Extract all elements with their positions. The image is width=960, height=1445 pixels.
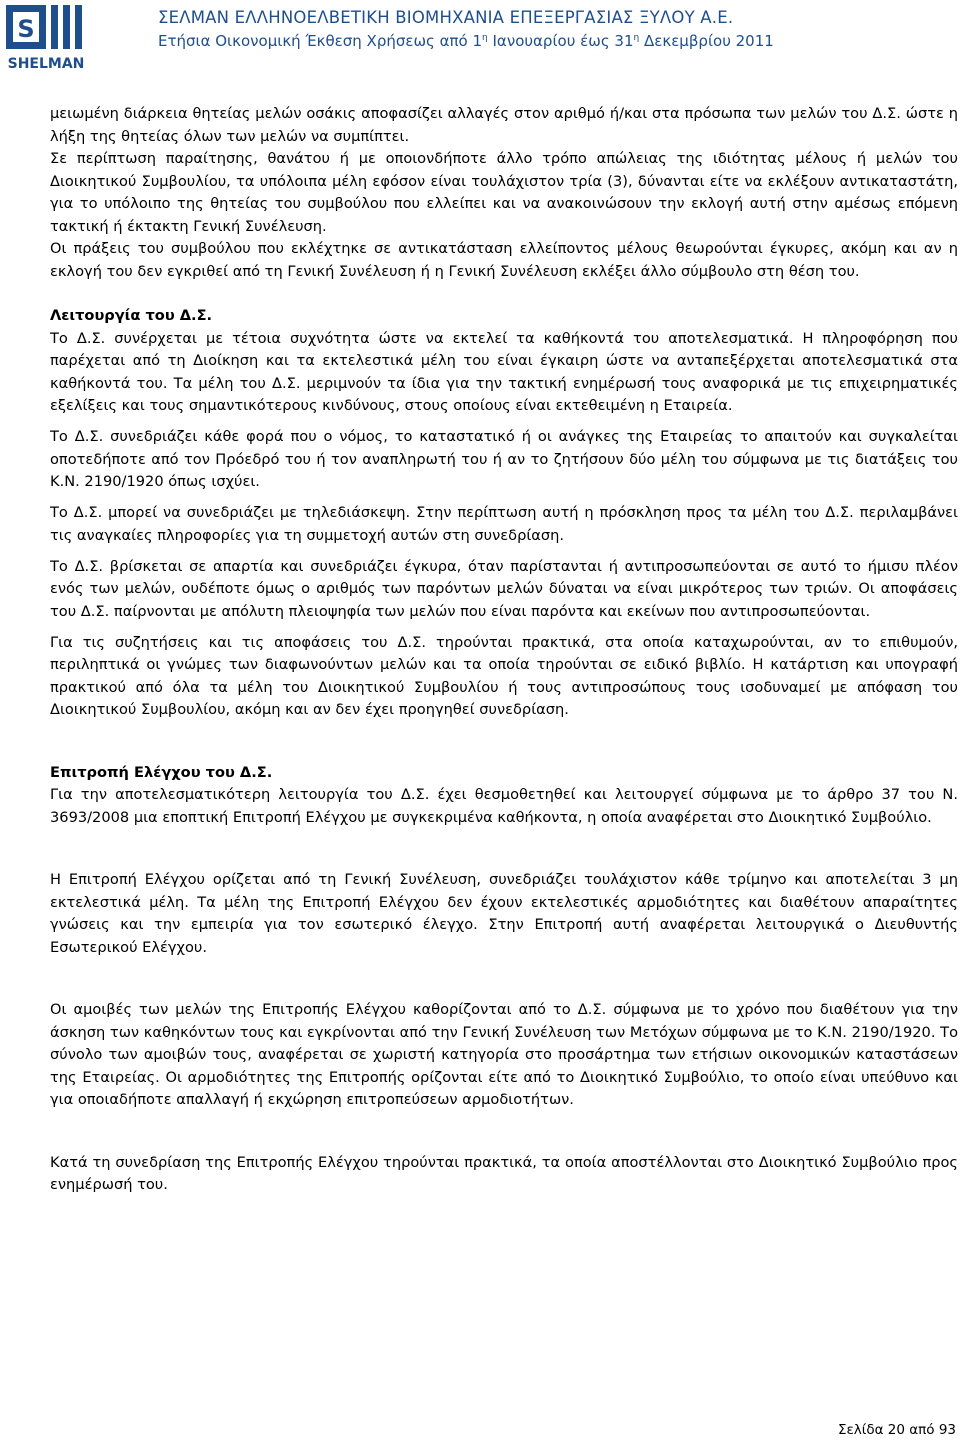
paragraph: Για την αποτελεσματικότερη λειτουργία του Δ.Σ. έχει θεσμοθετηθεί και λειτουργεί σύμφωνα με το άρθρο 37 του Ν. 3693/2008 μια εποπτική Επιτροπή Ελέγχου με συγκεκριμένα καθήκοντα, η οποία αναφέρεται στο Διοικητικό Συμβούλιο. — [50, 786, 958, 826]
page-header — [0, 0, 960, 76]
paragraph: Το Δ.Σ. μπορεί να συνεδριάζει με τηλεδιάσκεψη. Στην περίπτωση αυτή η πρόσκληση προς τα μέλη του Δ.Σ. περιλαμβάνει τις αναγκαίες πληροφορίες για τη συμμετοχή αυτών στη συνεδρίαση. — [50, 504, 958, 544]
paragraph: Οι πράξεις του συμβούλου που εκλέχτηκε σε αντικατάσταση ελλείποντος μέλους θεωρούνται έγκυρες, ακόμη και αν η εκλογή του δεν εγκριθεί από τη Γενική Συνέλευση ή η Γενική Συνέλευση εκλέξει άλλο σύμβουλο στη θέση του. — [50, 240, 958, 280]
paragraph: Για τις συζητήσεις και τις αποφάσεις του Δ.Σ. τηρούνται πρακτικά, στα οποία καταχωρούνται, αν το επιθυμούν, περιληπτικά οι γνώμες των διαφωνούντων μελών και τα οποία τηρούνται σε ειδικό βιβλίο. Η κατάρτιση και υπογραφή πρακτικού από όλα τα μέλη του Διοικητικού Συμβουλίου ή τους αντιπροσώπους τους ισοδυναμεί με απόφαση του Διοικητικού Συμβουλίου, ακόμη και αν δεν έχει προηγηθεί συνεδρίαση. — [50, 633, 958, 718]
paragraph: Το Δ.Σ. συνέρχεται με τέτοια συχνότητα ώστε να εκτελεί τα καθήκοντά του αποτελεσματικά. Η πληροφόρηση που παρέχεται από τη Διοίκηση και τα εκτελεστικά μέλη του είναι έγκαιρη ώστε να ανταπεξέρχεται αποτελεσματικά στα καθήκοντά του. Τα μέλη του Δ.Σ. μεριμνούν τα ίδια για την τακτική ενημέρωσή τους αναφορικά με τις επιχειρηματικές εξελίξεις και τους σημαντικότερους κινδύνους, στους οποίους είναι εκτεθειμένη η Εταιρεία. — [50, 329, 958, 414]
page-number: Σελίδα 20 από 93 — [837, 1422, 956, 1438]
document-body — [50, 103, 958, 1197]
logo-mark: S — [17, 15, 35, 43]
paragraph: Οι αμοιβές των μελών της Επιτροπής Ελέγχου καθορίζονται από το Δ.Σ. σύμφωνα με το χρόνο που διαθέτουν για την άσκηση των καθηκόντων τους και εγκρίνονται από την Γενική Συνέλευση των Μετόχων σύμφωνα με το Κ.Ν. 2190/1920. Το σύνολο των αμοιβών τους, αναφέρεται σε χωριστή κατηγορία στο προσάρτημα των ετήσιων οικονομικών καταστάσεων της Εταιρείας. Οι αρμοδιότητες της Επιτροπής ορίζονται είτε από το Διοικητικό Συμβούλιο, το οποίο είναι υπεύθυνο και για οποιαδήποτε απαλλαγή ή εκχώρηση επιτροπεύσεων αρμοδιοτήτων. — [50, 1001, 958, 1108]
logo-text: SHELMAN — [7, 56, 85, 72]
paragraph: Το Δ.Σ. βρίσκεται σε απαρτία και συνεδριάζει έγκυρα, όταν παρίστανται ή αντιπροσωπεύονται σε αυτό το ήμισυ πλέον ενός των μελών, ουδέποτε όμως ο αριθμός των παρόντων μελών δύναται να είναι μικρότερος των τριών. Οι αποφάσεις του Δ.Σ. παίρνονται με απόλυτη πλειοψηφία των μελών που είναι παρόντα και εκείνων που αντιπροσωπεύονται. — [50, 557, 958, 620]
paragraph: Το Δ.Σ. συνεδριάζει κάθε φορά που ο νόμος, το καταστατικό ή οι ανάγκες της Εταιρείας το απαιτούν και συγκαλείται οποτεδήποτε από τον Πρόεδρό του ή τον αναπληρωτή του ή αν το ζητήσουν δύο μέλη του σύμφωνα με τις διατάξεις του Κ.Ν. 2190/1920 όπως ισχύει. — [50, 428, 958, 490]
paragraph: μειωμένη διάρκεια θητείας μελών οσάκις αποφασίζει αλλαγές στον αριθμό ή/και στα πρόσωπα των μελών του Δ.Σ. ώστε η λήξη της θητείας όλων των μελών να συμπίπτει. — [50, 105, 958, 145]
report-subtitle: Ετήσια Οικονομική Έκθεση Χρήσεως από $1^\eta$ Ιανουαρίου έως $31^\eta$ Δεκεμβρίου 2011 — [158, 32, 774, 50]
paragraph: Η Επιτροπή Ελέγχου ορίζεται από τη Γενική Συνέλευση, συνεδριάζει τουλάχιστον κάθε τρίμηνο και αποτελείται 3 μη εκτελεστικά μέλη. Τα μέλη της Επιτροπή Ελέγχου δεν έχουν εκτελεστικές αρμοδιότητες και διαθέτουν απαραίτητες γνώσεις και την εμπειρία για τον εσωτερικό έλεγχο. Στην Επιτροπή αυτή αναφέρεται λειτουργικά ο Διευθυντής Εσωτερικού Ελέγχου. — [50, 871, 958, 956]
section-heading-audit-committee: Επιτροπή Ελέγχου του Δ.Σ. — [50, 763, 273, 781]
paragraph: Κατά τη συνεδρίαση της Επιτροπής Ελέγχου τηρούνται πρακτικά, τα οποία αποστέλλονται στο Διοικητικό Συμβούλιο προς ενημέρωσή του. — [50, 1153, 958, 1193]
section-heading-board-operation: Λειτουργία του Δ.Σ. — [50, 307, 213, 324]
paragraph: Σε περίπτωση παραίτησης, θανάτου ή με οποιονδήποτε άλλο τρόπο απώλειας της ιδιότητας μέλους ή μελών του Διοικητικού Συμβουλίου, τα υπόλοιπα μέλη εφόσον είναι τουλάχιστον τρία (3), δύνανται είτε να εκλέξουν αντικαταστάτη, για το υπόλοιπο της θητείας του συμβούλου που ελλείπει και να ανακοινώσουν την εκλογή αυτή στην αμέσως επόμενη τακτική ή έκτακτη Γενική Συνέλευση. — [50, 150, 958, 235]
company-name: ΣΕΛΜΑΝ ΕΛΛΗΝΟΕΛΒΕΤΙΚΗ ΒΙΟΜΗΧΑΝΙΑ ΕΠΕΞΕΡΓΑΣΙΑΣ ΞΥΛΟΥ Α.Ε. — [158, 8, 734, 27]
shelman-logo — [2, 2, 94, 72]
